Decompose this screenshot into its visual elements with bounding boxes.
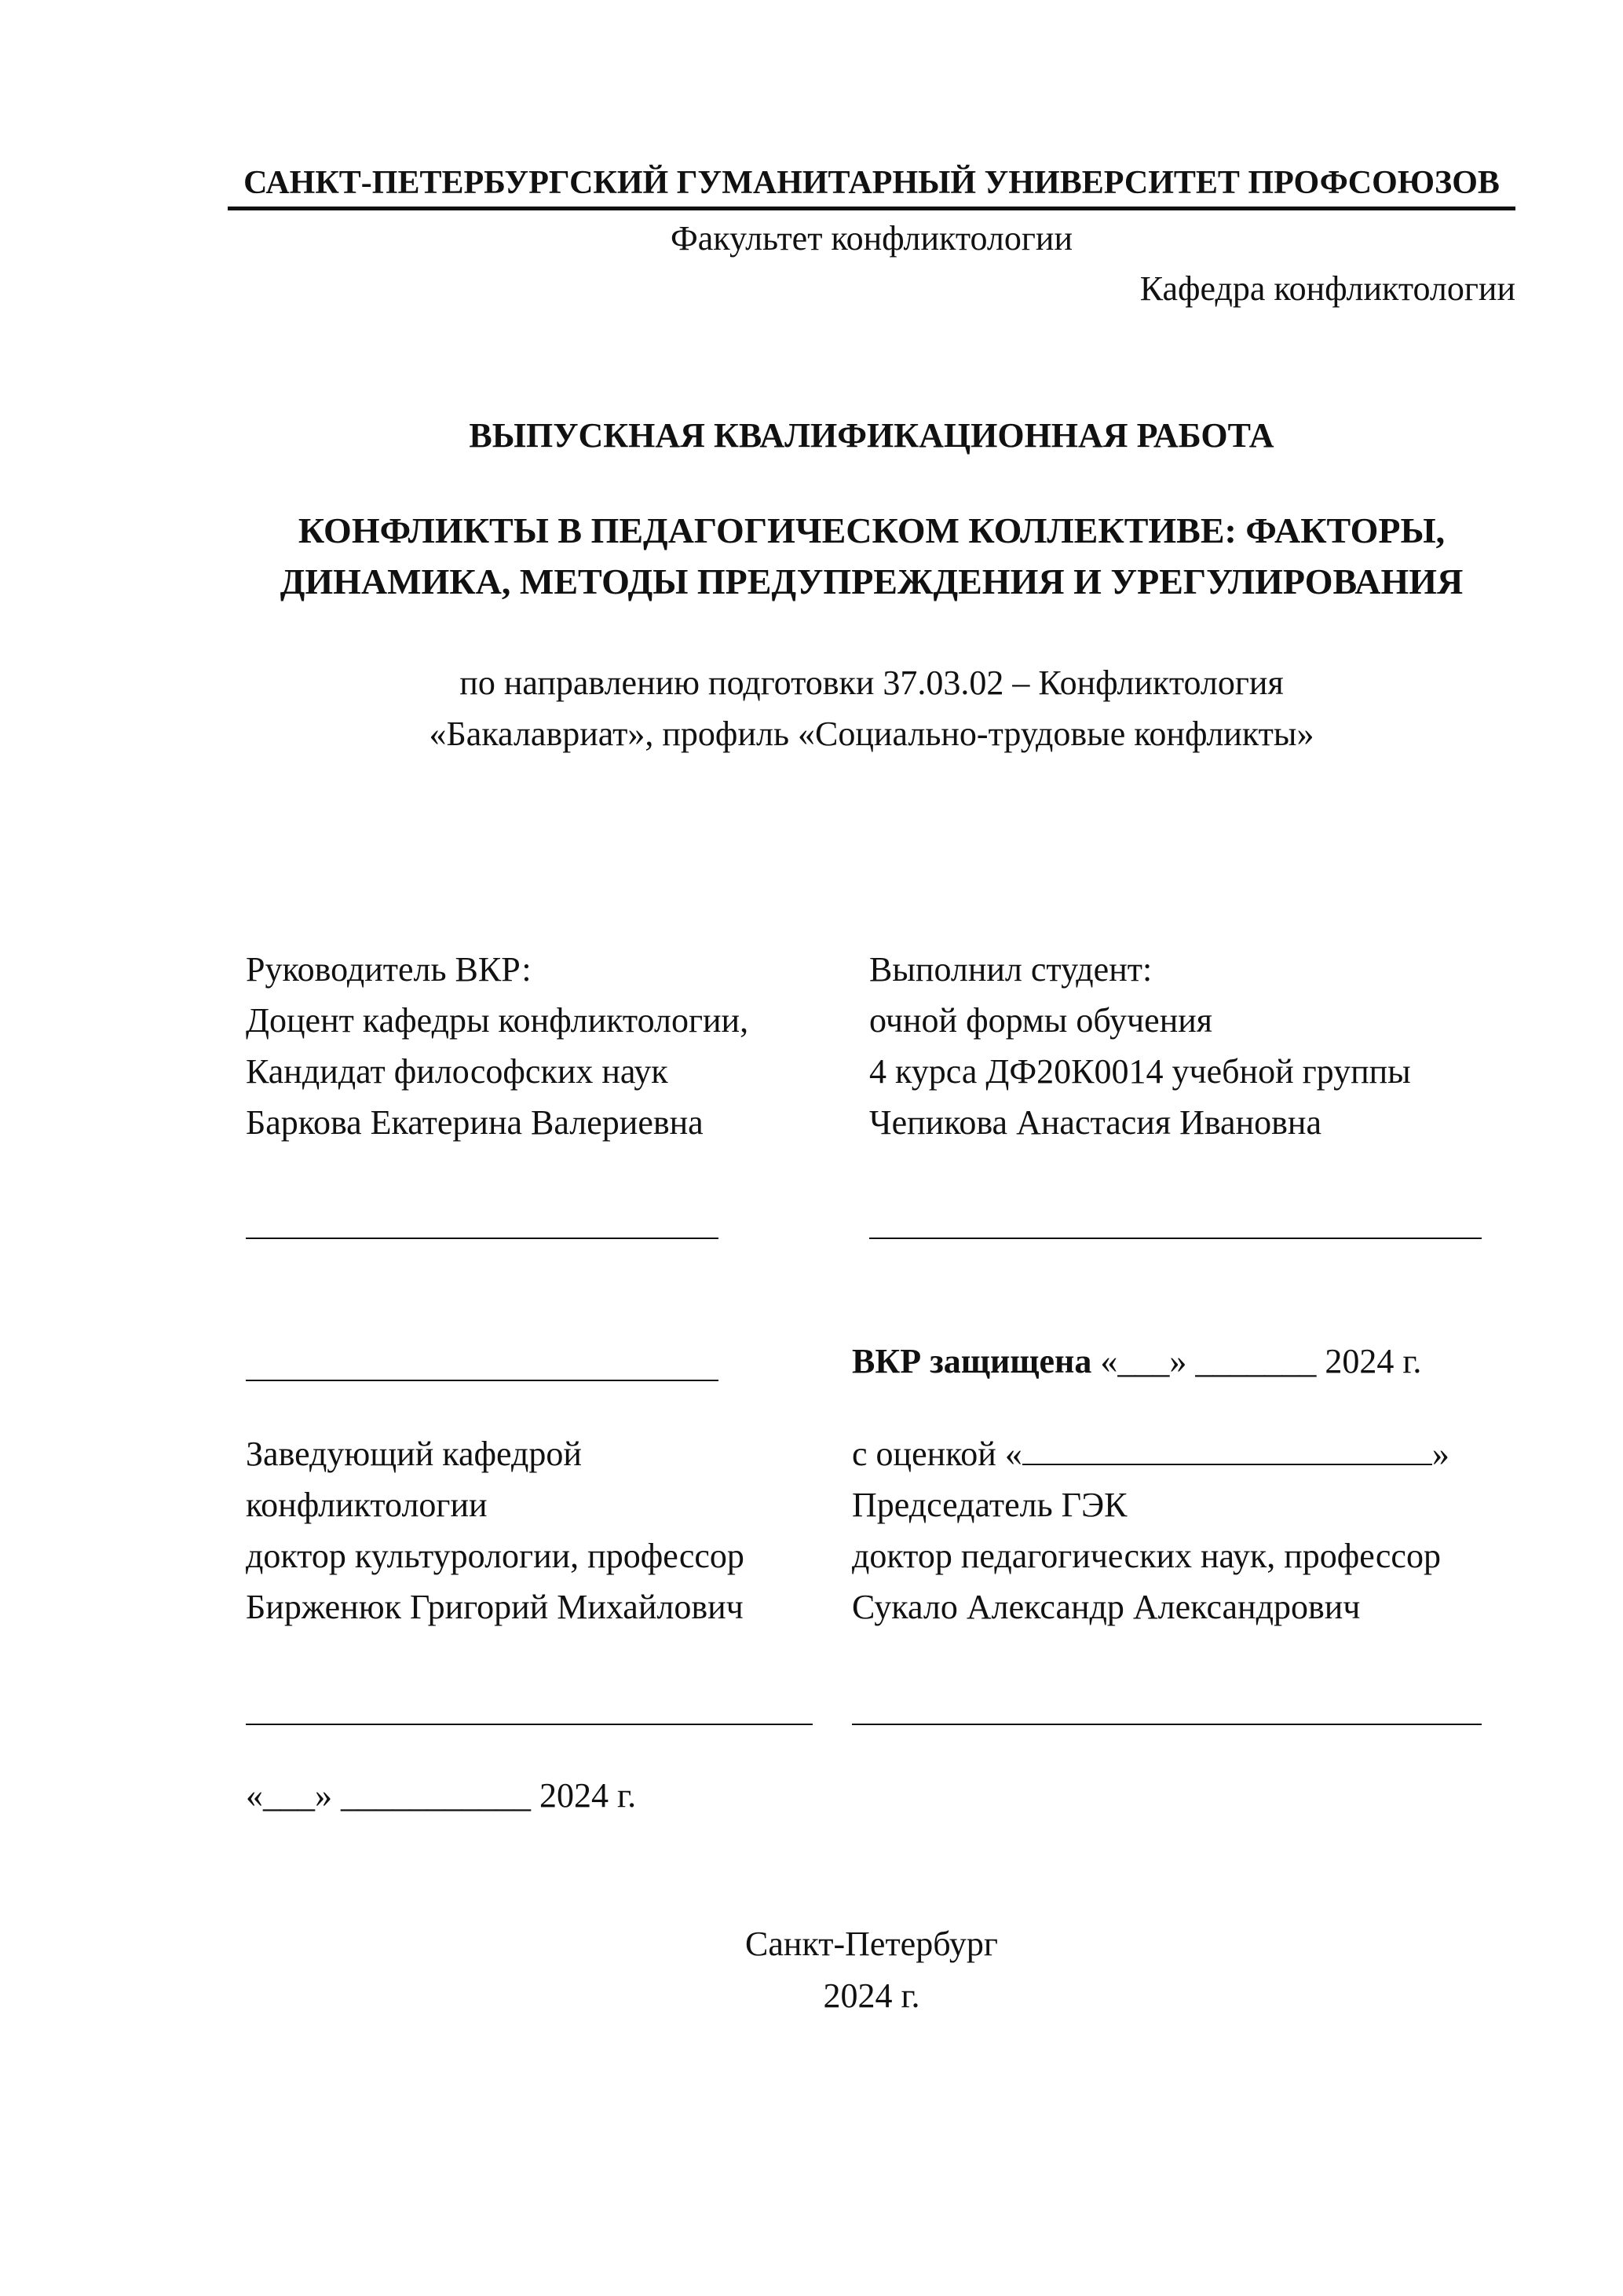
head-of-department-title-line2: конфликтологии <box>246 1486 488 1524</box>
supervisor-position: Доцент кафедры конфликтологии, <box>246 1001 749 1040</box>
defense-grade <box>852 1437 1449 1472</box>
student-label: Выполнил студент: <box>869 950 1153 989</box>
university-name: САНКТ-ПЕТЕРБУРГСКИЙ ГУМАНИТАРНЫЙ УНИВЕРСИТЕТ ПРОФСОЮЗОВ <box>243 165 1500 201</box>
student-study-form: очной формы обучения <box>869 1001 1213 1040</box>
work-type-heading: ВЫПУСКНАЯ КВАЛИФИКАЦИОННАЯ РАБОТА <box>469 416 1274 455</box>
student-group: 4 курса ДФ20К0014 учебной группы <box>869 1052 1411 1091</box>
supervisor-date-line <box>246 1380 718 1381</box>
thesis-title-line1: КОНФЛИКТЫ В ПЕДАГОГИЧЕСКОМ КОЛЛЕКТИВЕ: ФАКТОРЫ, <box>298 510 1446 550</box>
faculty-name: Факультет конфликтологии <box>670 219 1073 258</box>
head-of-department-signature-line <box>246 1724 813 1725</box>
grade-suffix: » <box>1431 1435 1449 1473</box>
defense-status <box>852 1344 1421 1379</box>
header-divider <box>228 207 1515 210</box>
chairman-degree: доктор педагогических наук, профессор <box>852 1537 1441 1575</box>
chairman-label: Председатель ГЭК <box>852 1486 1128 1524</box>
approval-date: «___» ___________ 2024 г. <box>246 1776 637 1815</box>
grade-blank <box>1022 1437 1432 1465</box>
city: Санкт-Петербург <box>745 1925 998 1963</box>
supervisor-label: Руководитель ВКР: <box>246 950 532 989</box>
head-of-department-degree: доктор культурологии, профессор <box>246 1537 744 1575</box>
defense-label: ВКР защищена <box>852 1342 1092 1380</box>
student-name: Чепикова Анастасия Ивановна <box>869 1103 1321 1142</box>
year: 2024 г. <box>823 1976 920 2015</box>
chairman-signature-line <box>852 1724 1482 1725</box>
head-of-department-title-line1: Заведующий кафедрой <box>246 1435 582 1473</box>
thesis-title-line2: ДИНАМИКА, МЕТОДЫ ПРЕДУПРЕЖДЕНИЯ И УРЕГУЛИРОВАНИЯ <box>280 561 1464 601</box>
supervisor-signature-line <box>246 1238 718 1239</box>
chairman-name: Сукало Александр Александрович <box>852 1588 1361 1626</box>
supervisor-name: Баркова Екатерина Валериевна <box>246 1103 704 1142</box>
department-name: Кафедра конфликтологии <box>1139 269 1515 308</box>
defense-date: «___» _______ 2024 г. <box>1100 1342 1422 1380</box>
student-signature-line <box>869 1238 1482 1239</box>
study-direction-line1: по направлению подготовки 37.03.02 – Конфликтология <box>459 664 1284 702</box>
head-of-department-name: Бирженюк Григорий Михайлович <box>246 1588 744 1626</box>
study-direction-line2: «Бакалавриат», профиль «Социально-трудовые конфликты» <box>429 715 1314 753</box>
supervisor-degree: Кандидат философских наук <box>246 1052 668 1091</box>
grade-prefix: с оценкой « <box>852 1435 1022 1473</box>
